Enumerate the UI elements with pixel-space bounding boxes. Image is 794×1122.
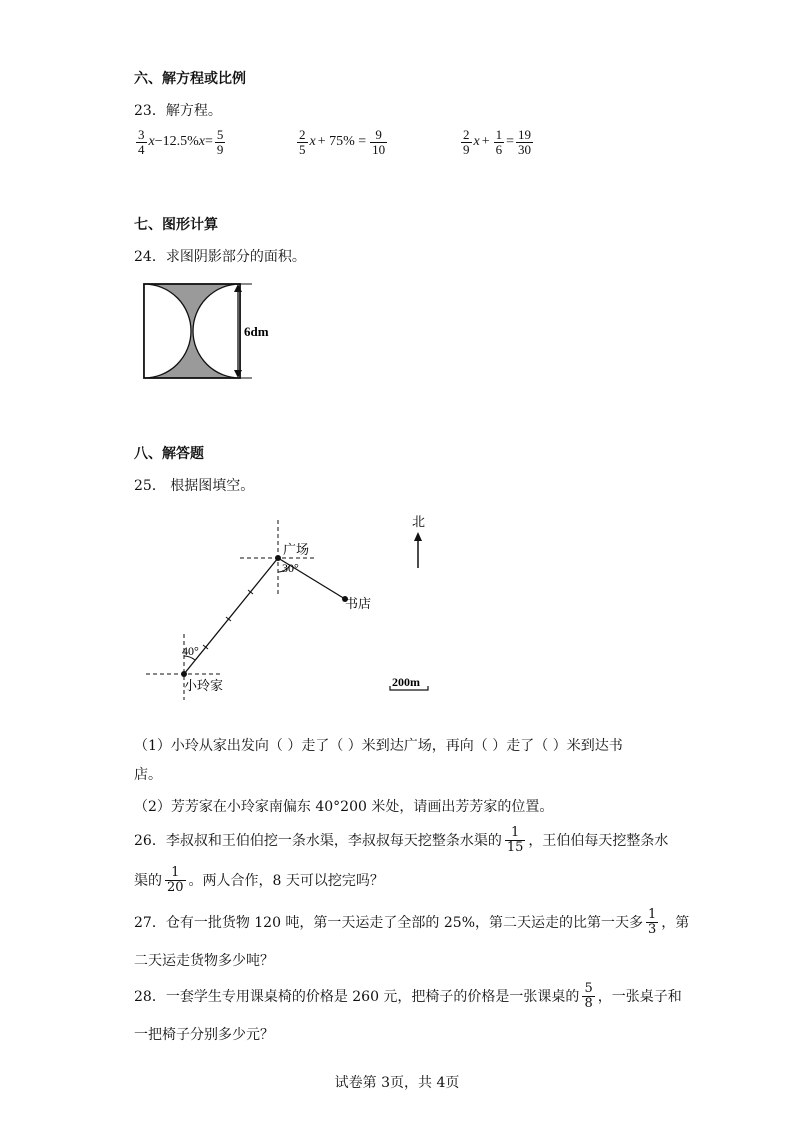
question-27-line1: 27．仓有一批货物 120 吨，第一天运走了全部的 25%，第二天运走的比第一天多 $\frac{1}{3}$ ，第 — [134, 907, 690, 937]
home-point — [181, 671, 187, 677]
scale-label: 200m — [392, 675, 420, 689]
question-28-line1: 28．一套学生专用课桌椅的价格是 260 元，把椅子的价格是一张课桌的 $\frac{5}{8}$ ，一张桌子和 — [134, 981, 682, 1011]
home-label: 小玲家 — [184, 678, 224, 693]
equation-2: $\frac{2}{5}$ x + 75% = $\frac{9}{10}$ — [299, 127, 386, 157]
fraction: $\frac{5}{8}$ — [584, 981, 593, 1011]
fraction: $\frac{2}{9}$ — [463, 127, 470, 157]
fraction: $\frac{1}{20}$ — [167, 865, 184, 895]
question-24-prompt: 24．求图阴影部分的面积。 — [134, 249, 306, 265]
question-27-line2: 二天运走货物多少吨？ — [134, 953, 274, 969]
direction-map — [140, 510, 460, 700]
section-heading-7: 七、图形计算 — [134, 217, 218, 233]
dimension-label: 6dm — [244, 324, 269, 339]
north-label: 北 — [412, 514, 426, 529]
angle-bottom-label: 40° — [182, 644, 199, 658]
question-28-line2: 一把椅子分别多少元？ — [134, 1027, 274, 1043]
fraction: $\frac{1}{15}$ — [506, 825, 524, 855]
section-heading-6: 六、解方程或比例 — [134, 71, 246, 87]
square-point — [275, 555, 281, 561]
question-25-prompt: 25． 根据图填空。 — [134, 478, 255, 494]
question-25-sub1-line2: 店。 — [134, 767, 162, 783]
question-25-sub2: （2）芳芳家在小玲家南偏东 40°200 米处，请画出芳芳家的位置。 — [134, 799, 554, 815]
fraction: $\frac{3}{4}$ — [138, 127, 145, 157]
shaded-figure — [130, 278, 280, 384]
fraction: $\frac{1}{6}$ — [495, 127, 503, 157]
fraction: $\frac{19}{30}$ — [518, 127, 532, 157]
question-26-line2: 渠的 $\frac{1}{20}$ 。两人合作，8 天可以挖完吗？ — [134, 865, 384, 895]
angle-top-label: 30° — [282, 561, 299, 575]
question-26-line1: 26．李叔叔和王伯伯挖一条水渠，李叔叔每天挖整条水渠的 $\frac{1}{15}$ ，王伯伯每天挖整条水 — [134, 825, 669, 855]
fraction: $\frac{5}{9}$ — [216, 127, 224, 157]
fraction: $\frac{9}{10}$ — [372, 127, 386, 157]
north-arrow-icon — [414, 532, 422, 541]
page-footer: 试卷第 3页，共 4页 — [334, 1075, 460, 1091]
equation-1: $\frac{3}{4}$ x −12.5% x = $\frac{5}{9}$ — [138, 127, 224, 157]
bookstore-label: 书店 — [345, 596, 372, 611]
fraction: $\frac{2}{5}$ — [299, 127, 306, 157]
question-25-sub1-line1: （1）小玲从家出发向（ ）走了（ ）米到达广场，再向（ ）走了（ ）米到达书 — [134, 738, 623, 754]
section-heading-8: 八、解答题 — [134, 446, 204, 462]
question-23-prompt: 23．解方程。 — [134, 103, 222, 119]
fraction: $\frac{1}{3}$ — [648, 907, 657, 937]
square-label: 广场 — [283, 542, 310, 557]
equation-3: $\frac{2}{9}$ x + $\frac{1}{6}$ = $\frac{19}{30}$ — [463, 127, 532, 157]
